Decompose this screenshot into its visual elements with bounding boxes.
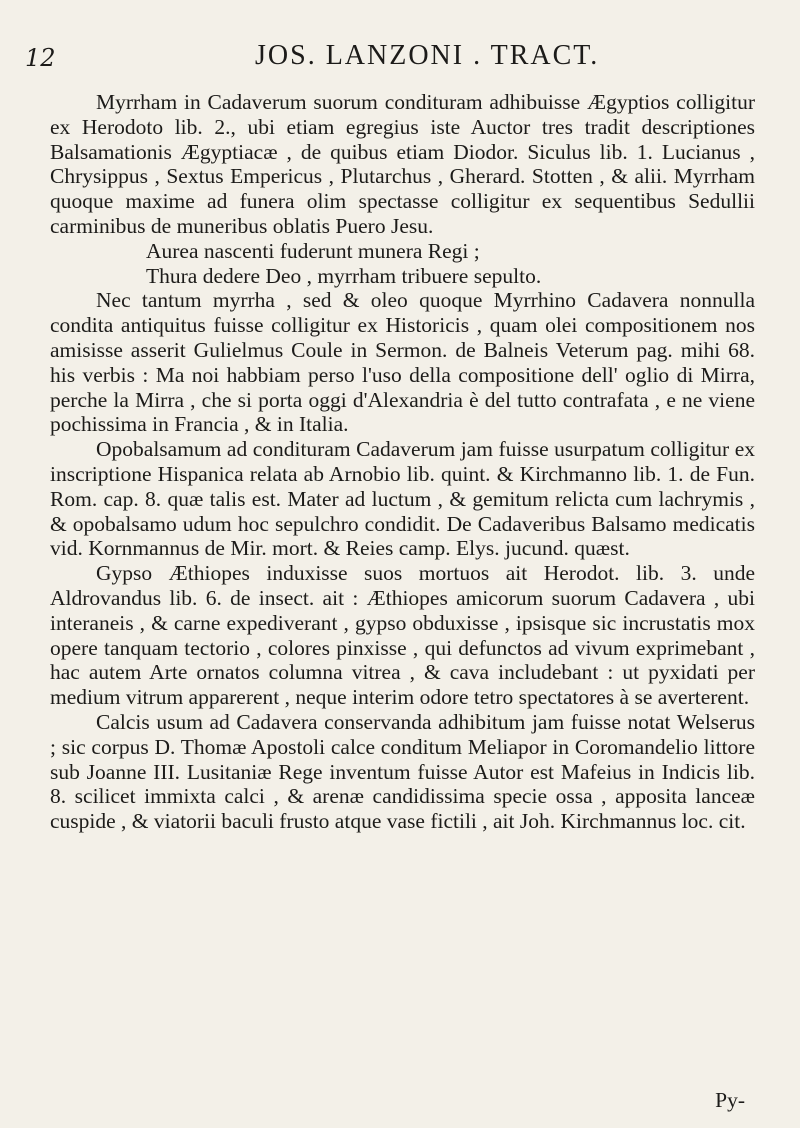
running-header [25, 40, 760, 76]
paragraph-gypsum: Gypso Æthiopes induxisse suos mortuos ait Herodot. lib. 3. unde Aldrovandus lib. 6. de insect. ait : Æthiopes amicorum suorum Cadavera , ubi interaneis , & carne expediverant , gypso obduxisse , ipsisque sic incrustatis mox opere tanquam tectorio , colores pinxisse , qui defunctos ad vivum exprimebant , hac autem Arte ornatos columna vitrea , & cava includebant : ut pyxidati per medium vitrum apparerent , neque interim odore tetro spectatores à se averterent. [50, 561, 755, 710]
text-body [50, 90, 755, 834]
paragraph-calx: Calcis usum ad Cadavera conservanda adhibitum jam fuisse notat Welserus ; sic corpus D. Thomæ Apostoli calce conditum Meliapor in Coromandelio littore sub Joanne III. Lusitaniæ Rege inventum fuisse Autor est Mafeius in Indicis lib. 8. scilicet immixta calci , & arenæ candidissima specie ossa , apposita lanceæ cuspide , & viatorii baculi frusto atque vase fictili , ait Joh. Kirchmannus loc. cit. [50, 709, 755, 834]
paragraph-myrrha: Myrrham in Cadaverum suorum condituram adhibuisse Ægyptios colligitur ex Herodoto lib. 2., ubi etiam egregius iste Auctor tres tradit descriptiones Balsamationis Ægyptiacæ , de quibus etiam Diodor. Siculus lib. 1. Lucianus , Chrysippus , Sextus Empericus , Plutarchus , Gherard. Stotten , & alii. Myrrham quoque maxime ad funera olim spectasse colligitur ex sequentibus Sedullii carminibus de muneribus oblatis Puero Jesu. [50, 90, 755, 238]
page-number: 12 [25, 44, 56, 72]
paragraph-opobalsamum: Opobalsamum ad condituram Cadaverum jam fuisse usurpatum colligitur ex inscriptione Hispanica relata ab Arnobio lib. quint. & Kirchmanno lib. 1. de Fun. Rom. cap. 8. quæ talis est. Mater ad luctum , & gemitum relicta cum lachrymis , & opobalsamo udum hoc sepulchro condidit. De Cadaveribus Balsamo medicatis vid. Kornmannus de Mir. mort. & Reies camp. Elys. jucund. quæst. [50, 437, 755, 561]
page-footer [50, 1088, 755, 1116]
verse-line-2: Thura dedere Deo , myrrham tribuere sepulto. [146, 263, 542, 288]
verse-line-1: Aurea nascenti fuderunt munera Regi ; [146, 238, 480, 263]
paragraph-oleum: Nec tantum myrrha , sed & oleo quoque Myrrhino Cadavera nonnulla condita antiquitus fuisse colligitur ex Historicis , quam olei compositionem nos amisisse asserit Gulielmus Coule in Sermon. de Balneis Veterum pag. mihi 68. his verbis : Ma noi habbiam perso l'uso della compositione dell' oglio di Mirra, perche la Mirra , che si porta oggi d'Alexandria è del tutto contrafata , e ne viene pochissima in Francia , & in Italia. [50, 288, 755, 437]
running-title: JOS. LANZONI . TRACT. [255, 40, 600, 71]
catchword: Py- [715, 1088, 745, 1112]
